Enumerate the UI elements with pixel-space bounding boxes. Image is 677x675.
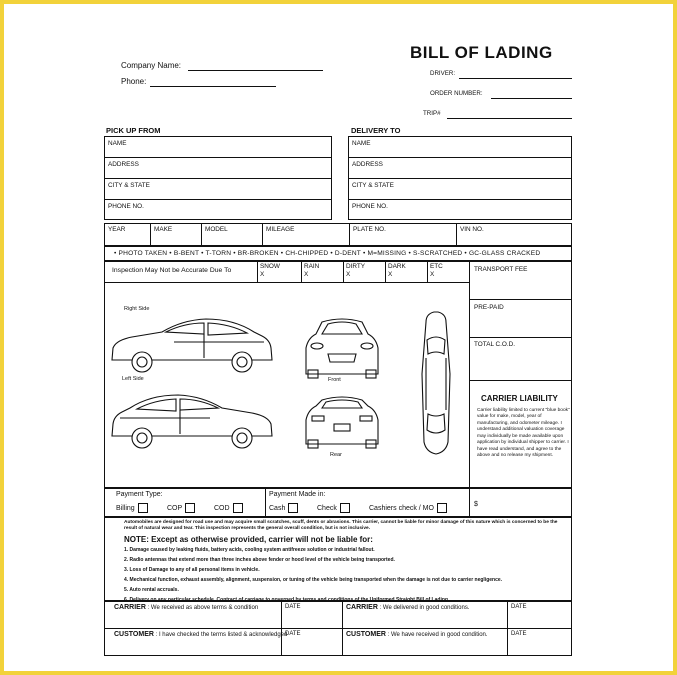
pickup-heading: PICK UP FROM	[106, 126, 161, 135]
notice-list: 1. Damage caused by leaking fluids, battery acids, cooling system antifreeze solution or industrial fallout. 2. Radio antennas that extend more than three inches above fender or hood level of the vehicle being transported. 3. Loss of Damage to any of all personal items in vehicle. 4. Mechanical function, exhaust assembly, alignment, suspension, or tuning of the vehicle being transported when the damage is not due to carrier negligence. 5. Auto rental accruals. 6. Delivery on any particular schedule. Contract of carriage to governed by terms and conditions of the Uniformed Straight Bill of Lading.	[124, 547, 503, 603]
payment-made-in-label: Payment Made in:	[269, 491, 326, 498]
notice-intro: Automobiles are designed for road use and may acquire small scratches, scuff, dents or abrasions. This carrier, cannot be liable for minor damage of this nature which is concerned to be the result of natural wear and tear. This inspection represents the general overall condition, but is not inclusive.	[124, 520, 558, 532]
condition-snow[interactable]: SNOW X	[260, 263, 280, 278]
order-number-line[interactable]	[491, 98, 572, 99]
transport-fee-field[interactable]: TRANSPORT FEE	[474, 266, 528, 273]
amount-field[interactable]: $	[474, 501, 478, 508]
payment-cash-option[interactable]: Cash	[269, 503, 298, 513]
make-field[interactable]: MAKE	[154, 226, 173, 233]
check-checkbox[interactable]	[340, 503, 350, 513]
carrier-signature-left[interactable]: CARRIER : We received as above terms & condition	[114, 604, 259, 611]
cash-checkbox[interactable]	[288, 503, 298, 513]
payment-cop-option[interactable]: COP	[167, 503, 195, 513]
company-name-label: Company Name:	[121, 61, 182, 70]
cod-checkbox[interactable]	[233, 503, 243, 513]
carrier-signature-right[interactable]: CARRIER : We delivered in good conditions.	[346, 604, 470, 611]
delivery-phone-field[interactable]: PHONE NO.	[352, 203, 388, 210]
phone-line[interactable]	[150, 86, 276, 87]
car-front-icon	[306, 319, 378, 378]
car-top-view-icon	[422, 312, 450, 454]
pickup-city-field[interactable]: CITY & STATE	[108, 182, 150, 189]
vin-field[interactable]: VIN NO.	[460, 226, 484, 233]
payment-billing-option[interactable]: Billing	[116, 503, 148, 513]
total-cod-field[interactable]: TOTAL C.O.D.	[474, 341, 516, 348]
order-number-label: ORDER NUMBER:	[430, 90, 483, 97]
car-rear-icon	[306, 397, 378, 448]
vehicle-diagram	[104, 282, 469, 488]
vehicle-info-row	[104, 223, 572, 246]
pickup-name-field[interactable]: NAME	[108, 140, 127, 147]
condition-dark[interactable]: DARK X	[388, 263, 406, 278]
pickup-address-field[interactable]: ADDRESS	[108, 161, 139, 168]
condition-etc[interactable]: ETC X	[430, 263, 443, 278]
front-label: Front	[328, 377, 341, 383]
cop-checkbox[interactable]	[185, 503, 195, 513]
cashiers-checkbox[interactable]	[437, 503, 447, 513]
driver-label: DRIVER:	[430, 70, 456, 77]
condition-dirty[interactable]: DIRTY X	[346, 263, 366, 278]
carrier-liability-heading: CARRIER LIABILITY	[481, 394, 558, 403]
right-side-label: Right Side	[124, 306, 150, 312]
payment-check-option[interactable]: Check	[317, 503, 350, 513]
model-field[interactable]: MODEL	[205, 226, 228, 233]
bill-of-lading-form	[4, 4, 673, 671]
pickup-phone-field[interactable]: PHONE NO.	[108, 203, 144, 210]
mileage-field[interactable]: MILEAGE	[266, 226, 295, 233]
notice-heading: NOTE: Except as otherwise provided, carrier will not be liable for:	[124, 535, 373, 544]
payment-type-label: Payment Type:	[116, 491, 163, 498]
trip-label: TRIP#	[423, 110, 441, 117]
condition-rain[interactable]: RAIN X	[304, 263, 320, 278]
carrier-liability-text: Carrier liability limited to current "blue book" value for make, model, year of manufacturing, and odometer mileage. I understand additional valuation coverage may individually be made available upon application by individual shipper to carrier. I have read understand, and agree to the above and no release my shipment.	[477, 408, 570, 459]
car-left-side-icon	[112, 395, 272, 448]
prepaid-field[interactable]: PRE-PAID	[474, 304, 504, 311]
car-right-side-icon	[112, 319, 272, 372]
driver-line[interactable]	[459, 78, 572, 79]
delivery-name-field[interactable]: NAME	[352, 140, 371, 147]
damage-legend: • PHOTO TAKEN • B-BENT • T-TORN • BR-BROKEN • CH-CHIPPED • D-DENT • M=MISSING • S-SCRATCHED • GC-GLASS CRACKED	[114, 250, 541, 257]
page-title: BILL OF LADING	[410, 43, 553, 62]
company-name-line[interactable]	[188, 70, 323, 71]
rear-label: Rear	[330, 452, 342, 458]
left-side-label: Left Side	[122, 376, 144, 382]
year-field[interactable]: YEAR	[108, 226, 126, 233]
plate-field[interactable]: PLATE NO.	[353, 226, 386, 233]
date-field-1[interactable]: DATE	[285, 604, 301, 610]
trip-line[interactable]	[447, 118, 572, 119]
delivery-heading: DELIVERY TO	[351, 126, 401, 135]
billing-checkbox[interactable]	[138, 503, 148, 513]
payment-cashiers-option[interactable]: Cashiers check / MO	[369, 503, 447, 513]
delivery-city-field[interactable]: CITY & STATE	[352, 182, 394, 189]
date-field-4[interactable]: DATE	[511, 631, 527, 637]
delivery-address-field[interactable]: ADDRESS	[352, 161, 383, 168]
inspection-note: Inspection May Not be Accurate Due To	[112, 267, 232, 274]
customer-signature-right[interactable]: CUSTOMER : We have received in good condition.	[346, 631, 488, 638]
customer-signature-left[interactable]: CUSTOMER : I have checked the terms listed & acknowledged	[114, 631, 288, 638]
date-field-3[interactable]: DATE	[285, 631, 301, 637]
payment-cod-option[interactable]: COD	[214, 503, 243, 513]
date-field-2[interactable]: DATE	[511, 604, 527, 610]
phone-label: Phone:	[121, 77, 147, 86]
